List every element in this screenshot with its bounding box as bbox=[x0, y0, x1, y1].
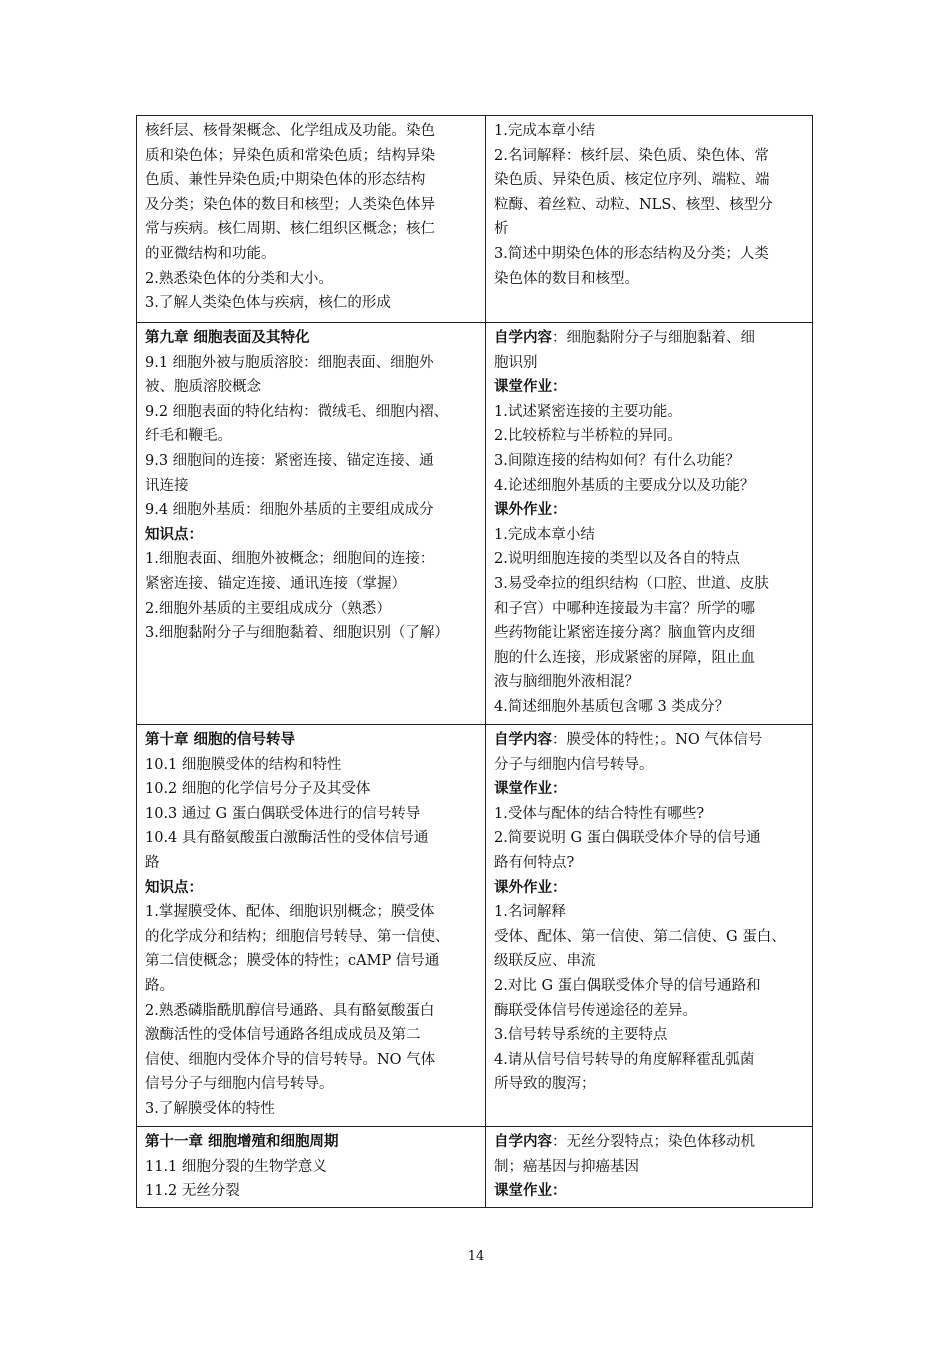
section-heading bbox=[145, 523, 480, 548]
text-line bbox=[494, 925, 807, 950]
section-heading bbox=[145, 1130, 480, 1155]
text-line bbox=[145, 400, 480, 425]
line-text: 分子与细胞内信号转导。 bbox=[494, 756, 654, 773]
line-text: 1.完成本章小结 bbox=[494, 123, 595, 139]
text-line bbox=[145, 375, 480, 400]
content-cell bbox=[137, 1127, 486, 1208]
text-line bbox=[494, 168, 807, 193]
text-line bbox=[494, 826, 807, 851]
text-line bbox=[145, 851, 480, 876]
line-text: 2.说明细胞连接的类型以及各自的特点 bbox=[494, 551, 740, 568]
line-text: 2.熟悉磷脂酰肌醇信号通路、具有酪氨酸蛋白 bbox=[145, 1002, 435, 1019]
assignment-cell bbox=[486, 725, 813, 1127]
line-text: 级联反应、串流 bbox=[494, 953, 596, 970]
text-line bbox=[494, 326, 807, 351]
line-text: 知识点： bbox=[145, 525, 203, 543]
line-text: 2.简要说明 G 蛋白偶联受体介导的信号通 bbox=[494, 830, 761, 847]
line-text: 3.了解膜受体的特性 bbox=[145, 1100, 275, 1117]
line-text: 的亚微结构和功能。 bbox=[145, 245, 276, 262]
text-line bbox=[494, 646, 807, 671]
section-heading bbox=[494, 876, 807, 901]
line-text: 受体、配体、第一信使、第二信使、G 蛋白、 bbox=[494, 928, 786, 945]
text-line bbox=[145, 1155, 480, 1180]
text-line bbox=[145, 1048, 480, 1073]
text-line bbox=[494, 449, 807, 474]
syllabus-table bbox=[136, 115, 813, 1208]
line-text: 粒酶、着丝粒、动粒、NLS、核型、核型分 bbox=[494, 196, 773, 213]
line-text: ：膜受体的特性；。NO 气体信号 bbox=[552, 732, 763, 748]
line-text: 10.2 细胞的化学信号分子及其受体 bbox=[145, 781, 371, 798]
text-line bbox=[494, 695, 807, 720]
text-line bbox=[145, 572, 480, 597]
text-line bbox=[494, 753, 807, 778]
text-line bbox=[145, 242, 480, 267]
line-text: 知识点： bbox=[145, 878, 203, 896]
text-line bbox=[494, 900, 807, 925]
line-text: 4.论述细胞外基质的主要成分以及功能？ bbox=[494, 477, 755, 494]
label-bold: 自学内容 bbox=[494, 731, 552, 748]
line-text: 1.名词解释 bbox=[494, 904, 566, 921]
label-bold: 自学内容 bbox=[494, 329, 552, 346]
text-line bbox=[494, 474, 807, 499]
line-text: 10.3 通过 G 蛋白偶联受体进行的信号转导 bbox=[145, 805, 421, 822]
table-row bbox=[137, 323, 813, 725]
line-text: 酶联受体信号传递途径的差异。 bbox=[494, 1002, 697, 1019]
line-text: 胞识别 bbox=[494, 354, 538, 371]
content-cell bbox=[137, 725, 486, 1127]
line-text: 被、胞质溶胶概念 bbox=[145, 379, 261, 396]
text-line bbox=[494, 621, 807, 646]
text-line bbox=[145, 547, 480, 572]
line-text: 1.掌握膜受体、配体、细胞识别概念；膜受体 bbox=[145, 904, 435, 921]
text-line bbox=[494, 1155, 807, 1180]
text-line bbox=[145, 449, 480, 474]
assignment-cell bbox=[486, 323, 813, 725]
line-text: 1.完成本章小结 bbox=[494, 526, 595, 543]
text-line bbox=[494, 802, 807, 827]
table-row bbox=[137, 1127, 813, 1208]
text-line bbox=[145, 474, 480, 499]
section-heading bbox=[494, 375, 807, 400]
line-text: 信号分子与细胞内信号转导。 bbox=[145, 1076, 334, 1093]
section-heading bbox=[494, 1179, 807, 1204]
line-text: 液与脑细胞外液相混？ bbox=[494, 674, 639, 691]
text-line bbox=[145, 826, 480, 851]
text-line bbox=[494, 193, 807, 218]
text-line bbox=[494, 1130, 807, 1155]
line-text: 核纤层、核骨架概念、化学组成及功能。染色 bbox=[145, 123, 435, 139]
line-text: 胞的什么连接，形成紧密的屏障，阻止血 bbox=[494, 649, 755, 666]
line-text: 2.细胞外基质的主要组成成分（熟悉） bbox=[145, 600, 391, 617]
text-line bbox=[494, 999, 807, 1024]
text-line bbox=[494, 572, 807, 597]
line-text: 1.受体与配体的结合特性有哪些? bbox=[494, 805, 705, 822]
content-cell bbox=[137, 323, 486, 725]
line-text: 路。 bbox=[145, 977, 174, 994]
text-line bbox=[145, 351, 480, 376]
line-text: 质和染色体；异染色质和常染色质；结构异染 bbox=[145, 147, 435, 164]
line-text: 常与疾病。核仁周期、核仁组织区概念；核仁 bbox=[145, 221, 435, 238]
text-line bbox=[145, 900, 480, 925]
line-text: 第十一章 细胞增殖和细胞周期 bbox=[145, 1133, 339, 1150]
line-text: 3.信号转导系统的主要特点 bbox=[494, 1027, 668, 1044]
line-text: 染色质、异染色质、核定位序列、端粒、端 bbox=[494, 172, 770, 189]
line-text: 些药物能让紧密连接分离？脑血管内皮细 bbox=[494, 625, 755, 642]
text-line bbox=[494, 1023, 807, 1048]
line-text: 制；癌基因与抑癌基因 bbox=[494, 1158, 639, 1175]
line-text: 3.细胞黏附分子与细胞黏着、细胞识别（了解） bbox=[145, 625, 449, 642]
line-text: 析 bbox=[494, 221, 509, 238]
text-line bbox=[145, 498, 480, 523]
line-text: 9.2 细胞表面的特化结构：微绒毛、细胞内褶、 bbox=[145, 403, 449, 420]
text-line bbox=[145, 424, 480, 449]
text-line bbox=[145, 267, 480, 292]
line-text: 4.请从信号信号转导的角度解释霍乱弧菌 bbox=[494, 1051, 755, 1068]
line-text: 第九章 细胞表面及其特化 bbox=[145, 329, 310, 346]
text-line bbox=[145, 217, 480, 242]
line-text: 的化学成分和结构；细胞信号转导、第一信使、 bbox=[145, 928, 450, 945]
text-line bbox=[145, 999, 480, 1024]
line-text: 3.间隙连接的结构如何？有什么功能？ bbox=[494, 452, 740, 469]
text-line bbox=[494, 670, 807, 695]
line-text: 2.比较桥粒与半桥粒的异同。 bbox=[494, 428, 682, 445]
line-text: ：细胞黏附分子与细胞黏着、细 bbox=[552, 330, 755, 346]
table-row bbox=[137, 725, 813, 1127]
line-text: 11.1 细胞分裂的生物学意义 bbox=[145, 1158, 327, 1175]
text-line bbox=[494, 949, 807, 974]
text-line bbox=[145, 1023, 480, 1048]
text-line bbox=[494, 1072, 807, 1097]
assignment-cell bbox=[486, 1127, 813, 1208]
section-heading bbox=[145, 728, 480, 753]
text-line bbox=[494, 400, 807, 425]
text-line bbox=[494, 597, 807, 622]
text-line bbox=[494, 424, 807, 449]
text-line bbox=[494, 523, 807, 548]
text-line bbox=[145, 597, 480, 622]
line-text: 及分类；染色体的数目和核型；人类染色体异 bbox=[145, 196, 435, 213]
text-line bbox=[494, 547, 807, 572]
text-line bbox=[145, 949, 480, 974]
line-text: 第二信使概念；膜受体的特性；cAMP 信号通 bbox=[145, 953, 440, 970]
text-line bbox=[494, 144, 807, 169]
line-text: 2.熟悉染色体的分类和大小。 bbox=[145, 270, 333, 287]
line-text: 所导致的腹泻； bbox=[494, 1076, 596, 1093]
line-text: 4.简述细胞外基质包含哪 3 类成分？ bbox=[494, 698, 730, 715]
text-line bbox=[494, 1048, 807, 1073]
line-text: 激酶活性的受体信号通路各组成成员及第二 bbox=[145, 1027, 421, 1044]
line-text: 课堂作业： bbox=[494, 378, 567, 396]
text-line bbox=[145, 1072, 480, 1097]
line-text: 课外作业： bbox=[494, 878, 567, 896]
text-line bbox=[145, 168, 480, 193]
text-line bbox=[145, 974, 480, 999]
line-text: 课堂作业： bbox=[494, 1182, 567, 1200]
text-line bbox=[145, 144, 480, 169]
line-text: 2.对比 G 蛋白偶联受体介导的信号通路和 bbox=[494, 977, 761, 994]
line-text: 9.3 细胞间的连接：紧密连接、锚定连接、通 bbox=[145, 452, 434, 469]
text-line bbox=[494, 351, 807, 376]
line-text: 11.2 无丝分裂 bbox=[145, 1183, 240, 1200]
text-line bbox=[494, 267, 807, 292]
text-line bbox=[145, 925, 480, 950]
line-text: 染色体的数目和核型。 bbox=[494, 270, 639, 287]
text-line bbox=[145, 291, 480, 316]
section-heading bbox=[494, 498, 807, 523]
text-line bbox=[145, 621, 480, 646]
assignment-cell bbox=[486, 116, 813, 323]
text-line bbox=[145, 802, 480, 827]
line-text: 9.1 细胞外被与胞质溶胶：细胞表面、细胞外 bbox=[145, 354, 434, 371]
text-line bbox=[494, 974, 807, 999]
text-line bbox=[145, 777, 480, 802]
line-text: 信使、细胞内受体介导的信号转导。NO 气体 bbox=[145, 1051, 436, 1068]
line-text: 10.4 具有酪氨酸蛋白激酶活性的受体信号通 bbox=[145, 830, 429, 847]
text-line bbox=[145, 1179, 480, 1204]
text-line bbox=[494, 728, 807, 753]
line-text: 10.1 细胞膜受体的结构和特性 bbox=[145, 756, 342, 773]
line-text: 1.细胞表面、细胞外被概念；细胞间的连接： bbox=[145, 551, 435, 568]
text-line bbox=[494, 119, 807, 144]
line-text: 课外作业： bbox=[494, 501, 567, 519]
line-text: 路 bbox=[145, 854, 160, 871]
line-text: 课堂作业： bbox=[494, 780, 567, 798]
text-line bbox=[145, 1097, 480, 1122]
line-text: 紧密连接、锚定连接、通讯连接（掌握） bbox=[145, 575, 406, 592]
line-text: 路有何特点? bbox=[494, 854, 575, 871]
line-text: 色质、兼性异染色质;中期染色体的形态结构 bbox=[145, 172, 426, 189]
text-line bbox=[145, 119, 480, 144]
section-heading bbox=[145, 876, 480, 901]
line-text: 讯连接 bbox=[145, 477, 189, 494]
content-cell bbox=[137, 116, 486, 323]
text-line bbox=[494, 851, 807, 876]
text-line bbox=[494, 242, 807, 267]
text-line bbox=[145, 193, 480, 218]
section-heading bbox=[494, 777, 807, 802]
line-text: 1.试述紧密连接的主要功能。 bbox=[494, 403, 682, 420]
line-text: 纤毛和鞭毛。 bbox=[145, 428, 232, 445]
line-text: 3.易受牵拉的组织结构（口腔、世道、皮肤 bbox=[494, 575, 769, 592]
table-row bbox=[137, 116, 813, 323]
line-text: 3.了解人类染色体与疾病，核仁的形成 bbox=[145, 295, 391, 312]
line-text: 3.简述中期染色体的形态结构及分类；人类 bbox=[494, 245, 769, 262]
line-text: 2.名词解释：核纤层、染色质、染色体、常 bbox=[494, 147, 769, 164]
text-line bbox=[145, 753, 480, 778]
line-text: 9.4 细胞外基质：细胞外基质的主要组成成分 bbox=[145, 502, 434, 519]
page-number: 14 bbox=[467, 1249, 485, 1264]
line-text: 和子宫）中哪种连接最为丰富？所学的哪 bbox=[494, 600, 755, 617]
label-bold: 自学内容 bbox=[494, 1133, 552, 1150]
text-line bbox=[494, 217, 807, 242]
line-text: 第十章 细胞的信号转导 bbox=[145, 731, 296, 748]
section-heading bbox=[145, 326, 480, 351]
line-text: ：无丝分裂特点；染色体移动机 bbox=[552, 1134, 755, 1150]
